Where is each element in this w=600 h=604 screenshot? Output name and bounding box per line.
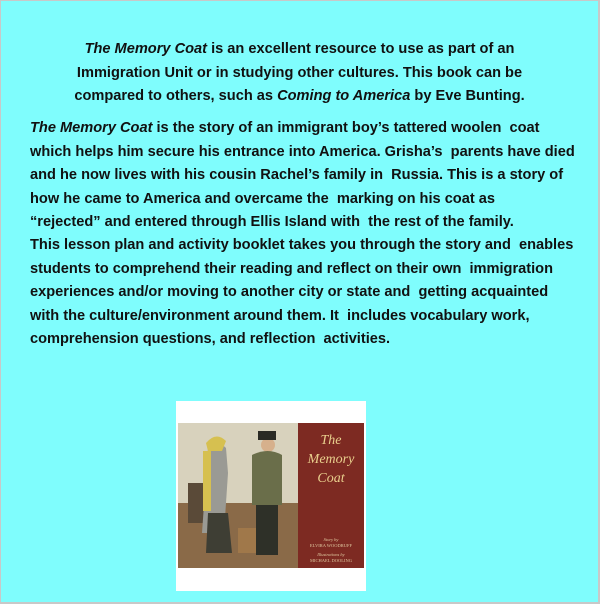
text-line: [1, 38, 598, 62]
text-line: [1, 62, 598, 86]
text-line: [30, 211, 575, 235]
text-line: [30, 188, 575, 212]
text-segment: is the story of an immigrant boy’s tattered woolen coat: [152, 120, 540, 136]
text-segment: “rejected” and entered through Ellis Island with the rest of the family.: [30, 214, 514, 231]
text-segment: and he now lives with his cousin Rachel’s family in Russia. This is a story of: [30, 167, 564, 184]
cover-title-line: The: [320, 433, 342, 448]
text-segment: compared to others, such as: [74, 88, 278, 105]
text-line: [1, 85, 598, 109]
text-segment: by Eve Bunting.: [410, 88, 525, 105]
text-segment: This lesson plan and activity booklet takes you through the story and enables: [30, 237, 574, 253]
lesson-paragraph: [30, 234, 573, 352]
text-line: [30, 258, 573, 282]
text-segment: is an excellent resource to use as part of an: [207, 41, 515, 57]
book-title-italic: The Memory Coat: [30, 120, 153, 136]
intro-paragraph: [1, 38, 598, 109]
book-title-italic: Coming to America: [277, 88, 411, 105]
text-segment: comprehension questions, and reflection activities.: [30, 331, 391, 348]
text-line: [30, 328, 573, 352]
story-by-label: Story by: [323, 537, 339, 542]
text-line: [30, 141, 575, 165]
text-line: [30, 234, 573, 258]
text-line: [30, 305, 573, 329]
text-segment: which helps him secure his entrance into America. Grisha’s parents have died: [30, 143, 575, 160]
illustrator-name: MICHAEL DOOLING: [310, 558, 352, 563]
book-title-italic: The Memory Coat: [84, 41, 208, 57]
cover-title-line: Coat: [317, 471, 345, 486]
author-name: ELVIRA WOODRUFF: [309, 543, 353, 548]
text-line: [30, 164, 575, 188]
cover-title-line: Memory: [307, 452, 355, 467]
text-segment: students to comprehend their reading and reflect on their own immigration: [30, 260, 553, 277]
text-segment: with the culture/environment around them. It includes vocabulary work,: [30, 307, 530, 324]
page: [1, 1, 598, 602]
text-segment: experiences and/or moving to another city or state and getting acquainted: [30, 284, 549, 301]
illustrations-by-label: Illustrations by: [317, 552, 345, 557]
text-segment: Immigration Unit or in studying other cultures. This book can be: [76, 64, 523, 81]
text-line: [30, 281, 573, 305]
text-line: [30, 117, 575, 141]
cover-illustration: [178, 423, 298, 568]
text-segment: how he came to America and overcame the marking on his coat as: [30, 190, 495, 207]
cover-title-panel: [298, 423, 364, 568]
summary-paragraph: [30, 117, 575, 235]
book-cover-image: [176, 401, 366, 591]
